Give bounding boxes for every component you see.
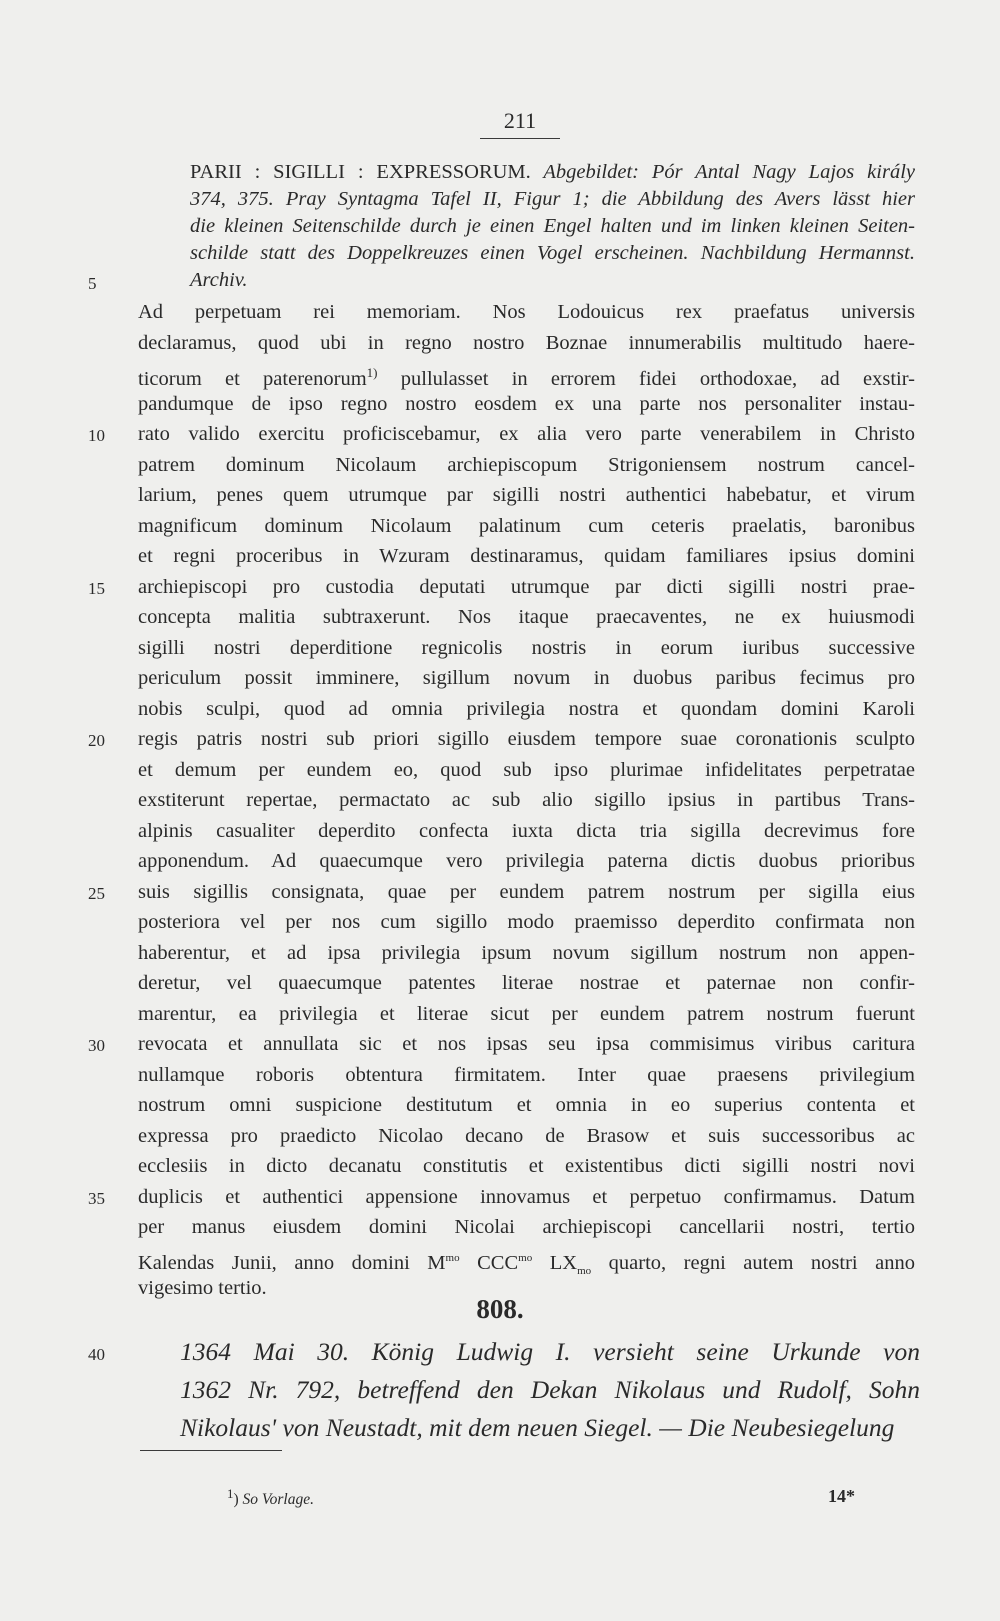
text-line [138,664,915,692]
text-span: pandumque de ipso regno nostro eosdem ex una parte nos personaliter instau- [138,392,915,415]
text-span: marentur, ea privilegia et literae sicut per eundem patrem nostrum fuerunt [138,1002,915,1025]
footnote-text: So Vorlage. [238,1491,314,1509]
text-line [138,1183,915,1211]
text-line [180,1335,920,1369]
document-number: 808. [476,1294,524,1324]
text-line [138,603,915,631]
text-span: concepta malitia subtraxerunt. Nos itaque praecaventes, ne ex huiusmodi [138,606,915,628]
text-span: alpinis casualiter deperdito confecta iuxta dicta tria sigilla decrevimus fore [138,819,915,842]
footnote-reference: 1 [366,365,374,380]
line-number: 30 [88,1036,105,1055]
text-span: Ad perpetuam rei memoriam. Nos Lodouicus rex praefatus universis [138,301,915,323]
line-number: 5 [88,274,97,293]
italic-text-span: 1364 Mai 30. König Ludwig I. versieht seine Urkunde von [180,1337,920,1366]
line-number: 15 [88,578,105,598]
text-line [138,817,915,845]
italic-text-span: Abgebildet: Pór Antal Nagy Lajos király [530,161,915,183]
footnote-reference-paren: ) [373,365,378,380]
text-span: haberentur, et ad ipsa privilegia ipsum novum sigillum nostrum non appen- [138,941,915,964]
text-line [138,1152,915,1180]
italic-text-span: Nikolaus' von Neustadt, mit dem neuen Siegel. — Die Neubesiegelung [180,1413,895,1442]
text-span: revocata et annullata sic et nos ipsas seu ipsa commisimus viribus caritura [138,1033,915,1055]
text-span: deretur, vel quaecumque patentes literae nostrae et paternae non confir- [138,972,915,994]
text-span: patrem dominum Nicolaum archiepiscopum Strigoniensem nostrum cancel- [138,453,915,476]
page-number-rule [480,138,560,139]
text-line [138,695,915,723]
footnote-mark: 1 [227,1486,234,1501]
text-line [138,420,915,448]
text-line [138,908,915,936]
text-span: exstiterunt repertae, permactato ac sub alio sigillo ipsius in partibus Trans- [138,789,915,811]
text-line [138,298,915,326]
text-line [138,481,915,509]
text-span: nullamque roboris obtentura firmitatem. Inter quae praesens privilegium [138,1063,915,1086]
text-line [138,786,915,814]
italic-text-span: 374, 375. Pray Syntagma Tafel II, Figur 1; die Abbildung des Avers lässt hier [190,188,915,210]
text-line [138,1091,915,1119]
line-number: 10 [88,426,105,445]
text-span: expressa pro praedicto Nicolao decano de Brasow et suis successoribus ac [138,1124,915,1147]
text-span: declaramus, quod ubi in regno nostro Boznae innumerabilis multitudo haere- [138,331,915,354]
text-line [138,634,915,662]
italic-text-span: 1362 Nr. 792, betreffend den Dekan Nikolaus und Rudolf, Sohn [180,1375,920,1404]
text-span: ecclesiis in dicto decanatu constitutis et existentibus dicti sigilli nostri novi [138,1155,915,1177]
text-line [138,329,915,357]
text-line [138,847,915,875]
subscript: mo [577,1264,592,1277]
footnote [227,1480,915,1514]
text-line [138,542,915,570]
text-span: nobis sculpi, quod ad omnia privilegia nostra et quondam domini Karoli [138,697,915,720]
text-span: PARII : SIGILLI : EXPRESSORUM. [190,161,531,183]
text-span: et regni proceribus in Wzuram destinaramus, quidam familiares ipsius domini [138,545,915,567]
text-span: LX [532,1251,578,1274]
text-line [138,1213,915,1241]
footnote-rule [140,1450,282,1451]
italic-text-span: schilde statt des Doppelkreuzes einen Vogel erscheinen. Nachbildung Hermannst. [190,242,915,264]
text-span: CCC [459,1251,519,1274]
text-line [138,390,915,418]
text-line [138,359,915,393]
text-span: pullulasset in errorem fidei orthodoxae, ad exstir- [377,367,915,390]
text-line [138,939,915,967]
text-line [190,266,915,294]
text-line [138,969,915,997]
italic-text-span: die kleinen Seitenschilde durch je einen Engel halten und im linken kleinen Seiten- [190,215,915,237]
line-number: 40 [88,1345,105,1364]
footnote-paren: ) [233,1491,239,1509]
text-span: archiepiscopi pro custodia deputati utrumque par dicti sigilli nostri prae- [138,575,915,598]
text-line [138,1061,915,1089]
text-span: per manus eiusdem domini Nicolai archiepiscopi cancellarii nostri, tertio [138,1216,915,1238]
line-number: 25 [88,883,105,903]
line-number: 35 [88,1188,105,1208]
text-line [138,725,915,753]
text-span: magnificum dominum Nicolaum palatinum cum ceteris praelatis, baronibus [138,514,915,537]
text-line [190,239,915,267]
text-line [180,1411,920,1445]
text-span: ticorum et paterenorum [138,367,367,390]
text-line [138,1122,915,1150]
text-line [138,756,915,784]
text-span: sigilli nostri deperditione regnicolis nostris in eorum iuribus successive [138,636,915,659]
text-span: posteriora vel per nos cum sigillo modo praemisso deperdito confirmata non [138,911,915,933]
text-line [138,451,915,479]
text-line [138,512,915,540]
text-line [138,878,915,906]
text-span: larium, penes quem utrumque par sigilli nostri authentici habebatur, et virum [138,484,915,506]
text-span: periculum possit imminere, sigillum novum in duobus paribus fecimus pro [138,667,915,689]
text-span: regis patris nostri sub priori sigillo eiusdem tempore suae coronationis sculpto [138,728,915,750]
signature-mark: 14* [828,1486,855,1506]
superscript: mo [445,1251,460,1264]
line-number: 20 [88,731,105,750]
text-line [190,185,915,213]
text-span: suis sigillis consignata, quae per eundem patrem nostrum per sigilla eius [138,880,915,903]
text-span: apponendum. Ad quaecumque vero privilegia paterna dictis duobus prioribus [138,850,915,872]
text-line [190,158,915,186]
page-number: 211 [503,108,537,133]
text-line [138,1000,915,1028]
text-span: nostrum omni suspicione destitutum et omnia in eo superius contenta et [138,1094,915,1116]
text-span: duplicis et authentici appensione innovamus et perpetuo confirmamus. Datum [138,1185,915,1208]
text-line [180,1373,920,1407]
text-line [138,573,915,601]
text-span: rato valido exercitu proficiscebamur, ex alia vero parte venerabilem in Christo [138,423,915,445]
text-line [190,212,915,240]
text-span: vigesimo tertio. [138,1277,267,1299]
italic-text-span: Archiv. [190,269,248,291]
text-span: et demum per eundem eo, quod sub ipso plurimae infidelitates perpetratae [138,758,915,781]
text-line [138,1030,915,1058]
text-span: Kalendas Junii, anno domini M [138,1251,446,1274]
superscript: mo [518,1251,533,1264]
text-span: quarto, regni autem nostri anno [591,1251,915,1274]
